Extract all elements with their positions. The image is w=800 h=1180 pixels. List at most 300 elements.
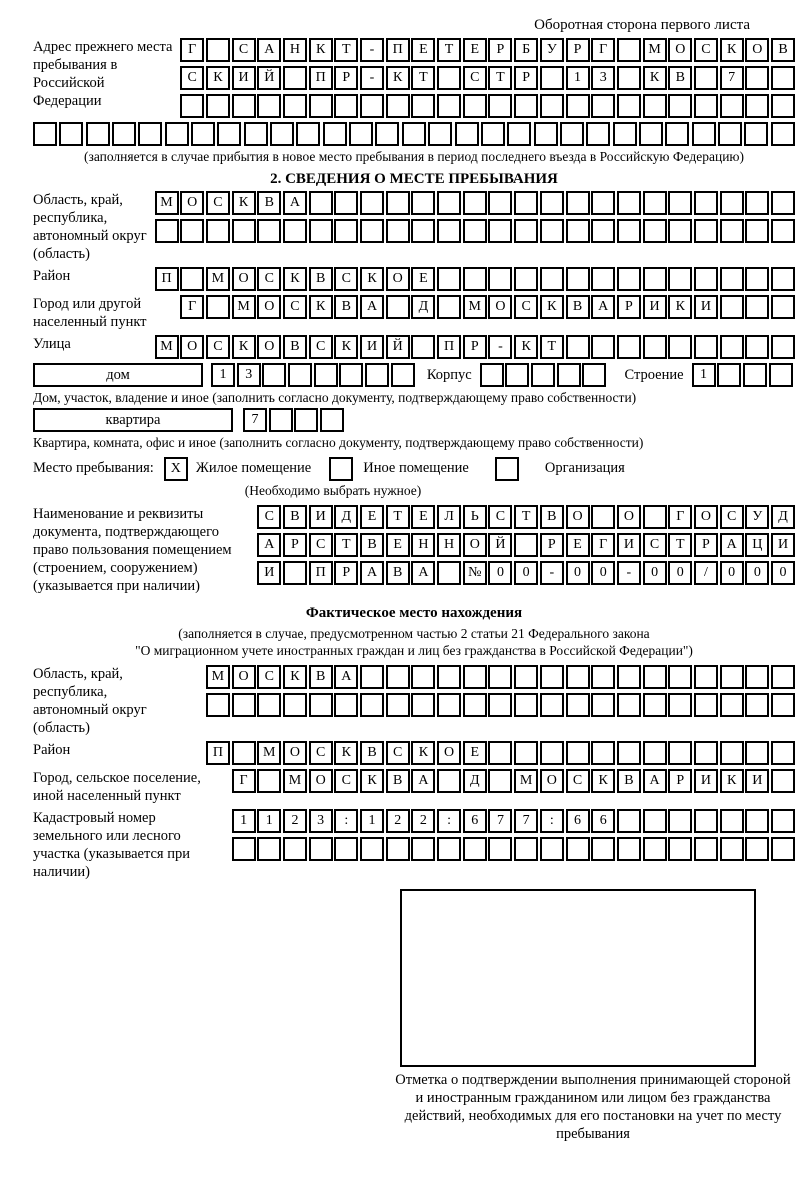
char-box[interactable] [694, 837, 718, 861]
char-box[interactable]: С [720, 505, 744, 529]
char-box[interactable]: Р [514, 66, 538, 90]
char-box[interactable]: К [386, 66, 410, 90]
char-box[interactable]: 0 [668, 561, 692, 585]
char-box[interactable]: И [232, 66, 256, 90]
char-box[interactable] [744, 122, 768, 146]
char-box[interactable] [745, 267, 769, 291]
char-box[interactable] [180, 267, 204, 291]
char-box[interactable]: Б [514, 38, 538, 62]
char-box[interactable] [720, 335, 744, 359]
char-box[interactable]: 6 [566, 809, 590, 833]
char-box[interactable]: С [386, 741, 410, 765]
char-box[interactable] [771, 665, 795, 689]
char-box[interactable] [488, 769, 512, 793]
char-box[interactable]: В [771, 38, 795, 62]
char-box[interactable] [694, 665, 718, 689]
char-box[interactable]: И [643, 295, 667, 319]
char-box[interactable] [566, 665, 590, 689]
char-box[interactable] [668, 335, 692, 359]
char-box[interactable]: С [257, 665, 281, 689]
char-box[interactable] [206, 38, 230, 62]
char-box[interactable]: К [360, 267, 384, 291]
char-box[interactable] [514, 693, 538, 717]
char-box[interactable]: В [283, 335, 307, 359]
char-box[interactable]: 2 [411, 809, 435, 833]
char-box[interactable]: - [617, 561, 641, 585]
char-box[interactable]: М [155, 335, 179, 359]
char-box[interactable] [514, 665, 538, 689]
char-box[interactable] [771, 693, 795, 717]
char-box[interactable]: - [540, 561, 564, 585]
char-box[interactable]: - [488, 335, 512, 359]
char-box[interactable] [745, 837, 769, 861]
char-box[interactable] [257, 219, 281, 243]
char-box[interactable] [505, 363, 529, 387]
char-box[interactable] [717, 363, 741, 387]
char-box[interactable] [718, 122, 742, 146]
char-box[interactable] [262, 363, 286, 387]
char-box[interactable]: С [309, 741, 333, 765]
char-box[interactable] [360, 837, 384, 861]
char-box[interactable] [437, 561, 461, 585]
char-box[interactable] [771, 335, 795, 359]
char-box[interactable]: С [206, 191, 230, 215]
char-box[interactable]: 7 [514, 809, 538, 833]
char-box[interactable] [617, 809, 641, 833]
char-box[interactable] [514, 191, 538, 215]
char-box[interactable]: 1 [692, 363, 716, 387]
char-box[interactable] [617, 837, 641, 861]
char-box[interactable]: С [232, 38, 256, 62]
char-box[interactable] [59, 122, 83, 146]
char-box[interactable]: 1 [232, 809, 256, 833]
char-box[interactable] [217, 122, 241, 146]
char-box[interactable]: Р [617, 295, 641, 319]
char-box[interactable]: Г [180, 295, 204, 319]
char-box[interactable] [643, 665, 667, 689]
char-box[interactable] [269, 408, 293, 432]
char-box[interactable] [771, 191, 795, 215]
char-box[interactable]: А [411, 561, 435, 585]
char-box[interactable] [771, 219, 795, 243]
char-box[interactable] [488, 191, 512, 215]
char-box[interactable] [206, 219, 230, 243]
char-box[interactable] [411, 837, 435, 861]
char-box[interactable]: Й [386, 335, 410, 359]
char-box[interactable]: М [155, 191, 179, 215]
char-box[interactable]: А [591, 295, 615, 319]
char-box[interactable] [745, 94, 769, 118]
char-box[interactable] [411, 191, 435, 215]
char-box[interactable]: В [386, 769, 410, 793]
char-box[interactable] [360, 191, 384, 215]
char-box[interactable] [668, 837, 692, 861]
char-box[interactable]: С [334, 769, 358, 793]
char-box[interactable]: О [309, 769, 333, 793]
char-box[interactable] [720, 267, 744, 291]
char-box[interactable] [745, 693, 769, 717]
char-box[interactable]: - [360, 66, 384, 90]
char-box[interactable] [720, 837, 744, 861]
char-box[interactable]: К [514, 335, 538, 359]
char-box[interactable] [643, 693, 667, 717]
char-box[interactable] [582, 363, 606, 387]
char-box[interactable] [745, 741, 769, 765]
char-box[interactable]: 0 [488, 561, 512, 585]
char-box[interactable]: С [463, 66, 487, 90]
checkbox-organizatsiya[interactable] [495, 457, 519, 481]
char-box[interactable]: 1 [566, 66, 590, 90]
char-box[interactable] [283, 219, 307, 243]
char-box[interactable] [540, 693, 564, 717]
char-box[interactable]: Е [463, 38, 487, 62]
char-box[interactable]: О [232, 665, 256, 689]
char-box[interactable]: Е [411, 267, 435, 291]
char-box[interactable]: Т [514, 505, 538, 529]
char-box[interactable] [488, 94, 512, 118]
char-box[interactable] [720, 295, 744, 319]
char-box[interactable]: В [668, 66, 692, 90]
char-box[interactable] [334, 219, 358, 243]
char-box[interactable] [314, 363, 338, 387]
char-box[interactable] [386, 693, 410, 717]
char-box[interactable]: 0 [566, 561, 590, 585]
char-box[interactable] [668, 94, 692, 118]
char-box[interactable]: О [257, 295, 281, 319]
char-box[interactable] [665, 122, 689, 146]
char-box[interactable] [617, 219, 641, 243]
char-box[interactable] [488, 693, 512, 717]
char-box[interactable]: В [309, 665, 333, 689]
char-box[interactable] [270, 122, 294, 146]
char-box[interactable]: - [360, 38, 384, 62]
char-box[interactable] [566, 837, 590, 861]
char-box[interactable] [386, 665, 410, 689]
char-box[interactable] [232, 94, 256, 118]
char-box[interactable] [591, 505, 615, 529]
char-box[interactable] [365, 363, 389, 387]
char-box[interactable] [283, 837, 307, 861]
char-box[interactable] [692, 122, 716, 146]
char-box[interactable] [566, 94, 590, 118]
char-box[interactable]: К [309, 38, 333, 62]
char-box[interactable]: Н [283, 38, 307, 62]
char-box[interactable] [694, 741, 718, 765]
char-box[interactable]: А [720, 533, 744, 557]
char-box[interactable]: К [206, 66, 230, 90]
char-box[interactable]: М [643, 38, 667, 62]
char-box[interactable]: К [668, 295, 692, 319]
char-box[interactable]: Г [180, 38, 204, 62]
char-box[interactable]: Ь [463, 505, 487, 529]
char-box[interactable]: К [309, 295, 333, 319]
char-box[interactable] [288, 363, 312, 387]
char-box[interactable]: В [617, 769, 641, 793]
char-box[interactable]: 0 [720, 561, 744, 585]
char-box[interactable]: 0 [591, 561, 615, 585]
char-box[interactable]: И [694, 295, 718, 319]
char-box[interactable]: У [540, 38, 564, 62]
char-box[interactable] [668, 267, 692, 291]
char-box[interactable] [771, 809, 795, 833]
char-box[interactable] [743, 363, 767, 387]
char-box[interactable] [463, 94, 487, 118]
char-box[interactable]: 0 [771, 561, 795, 585]
char-box[interactable]: С [488, 505, 512, 529]
char-box[interactable] [257, 693, 281, 717]
char-box[interactable]: О [437, 741, 461, 765]
char-box[interactable]: О [488, 295, 512, 319]
char-box[interactable] [694, 335, 718, 359]
char-box[interactable]: Е [411, 38, 435, 62]
char-box[interactable]: Р [540, 533, 564, 557]
char-box[interactable] [566, 693, 590, 717]
char-box[interactable]: В [386, 561, 410, 585]
char-box[interactable]: / [694, 561, 718, 585]
char-box[interactable] [339, 363, 363, 387]
char-box[interactable]: С [257, 505, 281, 529]
char-box[interactable] [86, 122, 110, 146]
char-box[interactable] [411, 94, 435, 118]
char-box[interactable]: Г [232, 769, 256, 793]
char-box[interactable] [617, 267, 641, 291]
char-box[interactable] [437, 94, 461, 118]
char-box[interactable]: Й [488, 533, 512, 557]
char-box[interactable]: 3 [237, 363, 261, 387]
char-box[interactable]: К [720, 38, 744, 62]
char-box[interactable]: Е [386, 533, 410, 557]
char-box[interactable] [437, 837, 461, 861]
char-box[interactable] [112, 122, 136, 146]
char-box[interactable] [745, 191, 769, 215]
char-box[interactable]: О [668, 38, 692, 62]
char-box[interactable] [560, 122, 584, 146]
char-box[interactable] [463, 665, 487, 689]
char-box[interactable]: И [309, 505, 333, 529]
char-box[interactable] [488, 665, 512, 689]
char-box[interactable] [720, 191, 744, 215]
char-box[interactable] [540, 191, 564, 215]
char-box[interactable]: Г [591, 38, 615, 62]
char-box[interactable] [480, 363, 504, 387]
char-box[interactable]: Р [334, 66, 358, 90]
char-box[interactable]: Р [283, 533, 307, 557]
char-box[interactable]: П [437, 335, 461, 359]
char-box[interactable] [411, 335, 435, 359]
char-box[interactable] [643, 741, 667, 765]
char-box[interactable]: Е [566, 533, 590, 557]
char-box[interactable] [488, 219, 512, 243]
char-box[interactable] [694, 219, 718, 243]
char-box[interactable]: Р [694, 533, 718, 557]
char-box[interactable]: Т [386, 505, 410, 529]
char-box[interactable]: А [360, 295, 384, 319]
char-box[interactable]: В [283, 505, 307, 529]
char-box[interactable] [320, 408, 344, 432]
char-box[interactable]: А [257, 38, 281, 62]
char-box[interactable] [771, 267, 795, 291]
char-box[interactable] [206, 94, 230, 118]
char-box[interactable] [437, 295, 461, 319]
char-box[interactable] [694, 66, 718, 90]
char-box[interactable]: Р [668, 769, 692, 793]
char-box[interactable]: В [360, 533, 384, 557]
char-box[interactable]: К [334, 335, 358, 359]
char-box[interactable] [514, 533, 538, 557]
char-box[interactable] [643, 505, 667, 529]
char-box[interactable]: К [283, 267, 307, 291]
char-box[interactable] [557, 363, 581, 387]
char-box[interactable]: Е [463, 741, 487, 765]
char-box[interactable]: Р [488, 38, 512, 62]
char-box[interactable] [309, 191, 333, 215]
char-box[interactable] [180, 219, 204, 243]
char-box[interactable] [391, 363, 415, 387]
char-box[interactable]: Д [463, 769, 487, 793]
char-box[interactable]: 6 [591, 809, 615, 833]
char-box[interactable]: А [411, 769, 435, 793]
char-box[interactable] [257, 94, 281, 118]
char-box[interactable]: 0 [514, 561, 538, 585]
char-box[interactable] [257, 837, 281, 861]
char-box[interactable] [437, 665, 461, 689]
char-box[interactable]: Т [411, 66, 435, 90]
char-box[interactable]: Й [257, 66, 281, 90]
char-box[interactable] [165, 122, 189, 146]
char-box[interactable]: А [360, 561, 384, 585]
char-box[interactable] [643, 191, 667, 215]
char-box[interactable] [257, 769, 281, 793]
char-box[interactable] [591, 741, 615, 765]
char-box[interactable]: Н [437, 533, 461, 557]
char-box[interactable]: В [360, 741, 384, 765]
char-box[interactable] [334, 94, 358, 118]
char-box[interactable]: Т [334, 38, 358, 62]
char-box[interactable] [294, 408, 318, 432]
char-box[interactable] [206, 295, 230, 319]
char-box[interactable]: С [180, 66, 204, 90]
char-box[interactable]: С [694, 38, 718, 62]
char-box[interactable]: К [720, 769, 744, 793]
char-box[interactable]: С [257, 267, 281, 291]
char-box[interactable]: С [206, 335, 230, 359]
char-box[interactable] [232, 219, 256, 243]
char-box[interactable] [514, 94, 538, 118]
char-box[interactable] [591, 219, 615, 243]
char-box[interactable] [643, 335, 667, 359]
char-box[interactable]: К [591, 769, 615, 793]
char-box[interactable]: 2 [386, 809, 410, 833]
char-box[interactable] [771, 769, 795, 793]
char-box[interactable] [309, 837, 333, 861]
char-box[interactable] [617, 741, 641, 765]
char-box[interactable]: С [309, 335, 333, 359]
char-box[interactable] [386, 837, 410, 861]
char-box[interactable]: О [386, 267, 410, 291]
char-box[interactable] [617, 693, 641, 717]
char-box[interactable]: 7 [720, 66, 744, 90]
char-box[interactable] [720, 741, 744, 765]
char-box[interactable] [540, 94, 564, 118]
char-box[interactable] [639, 122, 663, 146]
char-box[interactable]: Р [463, 335, 487, 359]
char-box[interactable] [232, 693, 256, 717]
char-box[interactable] [540, 665, 564, 689]
char-box[interactable] [463, 219, 487, 243]
char-box[interactable] [769, 363, 793, 387]
char-box[interactable]: С [566, 769, 590, 793]
char-box[interactable] [643, 94, 667, 118]
char-box[interactable]: И [694, 769, 718, 793]
char-box[interactable] [617, 38, 641, 62]
char-box[interactable] [283, 561, 307, 585]
char-box[interactable] [349, 122, 373, 146]
char-box[interactable]: У [745, 505, 769, 529]
char-box[interactable] [360, 219, 384, 243]
char-box[interactable] [386, 219, 410, 243]
char-box[interactable] [745, 665, 769, 689]
char-box[interactable] [668, 809, 692, 833]
char-box[interactable]: О [694, 505, 718, 529]
char-box[interactable] [334, 837, 358, 861]
char-box[interactable]: М [206, 267, 230, 291]
char-box[interactable] [643, 837, 667, 861]
char-box[interactable] [437, 267, 461, 291]
char-box[interactable] [463, 693, 487, 717]
char-box[interactable] [411, 219, 435, 243]
char-box[interactable]: И [745, 769, 769, 793]
checkbox-zhiloe[interactable]: X [164, 457, 188, 481]
char-box[interactable] [463, 191, 487, 215]
char-box[interactable] [206, 693, 230, 717]
char-box[interactable]: Д [411, 295, 435, 319]
char-box[interactable]: К [411, 741, 435, 765]
char-box[interactable]: А [334, 665, 358, 689]
char-box[interactable]: М [232, 295, 256, 319]
char-box[interactable] [283, 66, 307, 90]
char-box[interactable] [411, 693, 435, 717]
char-box[interactable]: С [643, 533, 667, 557]
char-box[interactable] [360, 94, 384, 118]
char-box[interactable] [591, 837, 615, 861]
char-box[interactable]: К [334, 741, 358, 765]
char-box[interactable] [720, 809, 744, 833]
char-box[interactable] [463, 267, 487, 291]
char-box[interactable] [323, 122, 347, 146]
char-box[interactable] [591, 94, 615, 118]
char-box[interactable]: О [180, 191, 204, 215]
char-box[interactable] [488, 741, 512, 765]
char-box[interactable] [540, 219, 564, 243]
char-box[interactable]: 0 [643, 561, 667, 585]
char-box[interactable] [514, 267, 538, 291]
char-box[interactable]: П [309, 561, 333, 585]
char-box[interactable] [437, 219, 461, 243]
char-box[interactable] [668, 693, 692, 717]
char-box[interactable]: 1 [360, 809, 384, 833]
char-box[interactable]: 6 [463, 809, 487, 833]
char-box[interactable] [771, 66, 795, 90]
char-box[interactable] [437, 66, 461, 90]
char-box[interactable] [540, 267, 564, 291]
char-box[interactable]: О [540, 769, 564, 793]
char-box[interactable] [668, 741, 692, 765]
char-box[interactable]: О [232, 267, 256, 291]
char-box[interactable]: А [257, 533, 281, 557]
char-box[interactable] [334, 693, 358, 717]
char-box[interactable] [586, 122, 610, 146]
char-box[interactable] [771, 837, 795, 861]
